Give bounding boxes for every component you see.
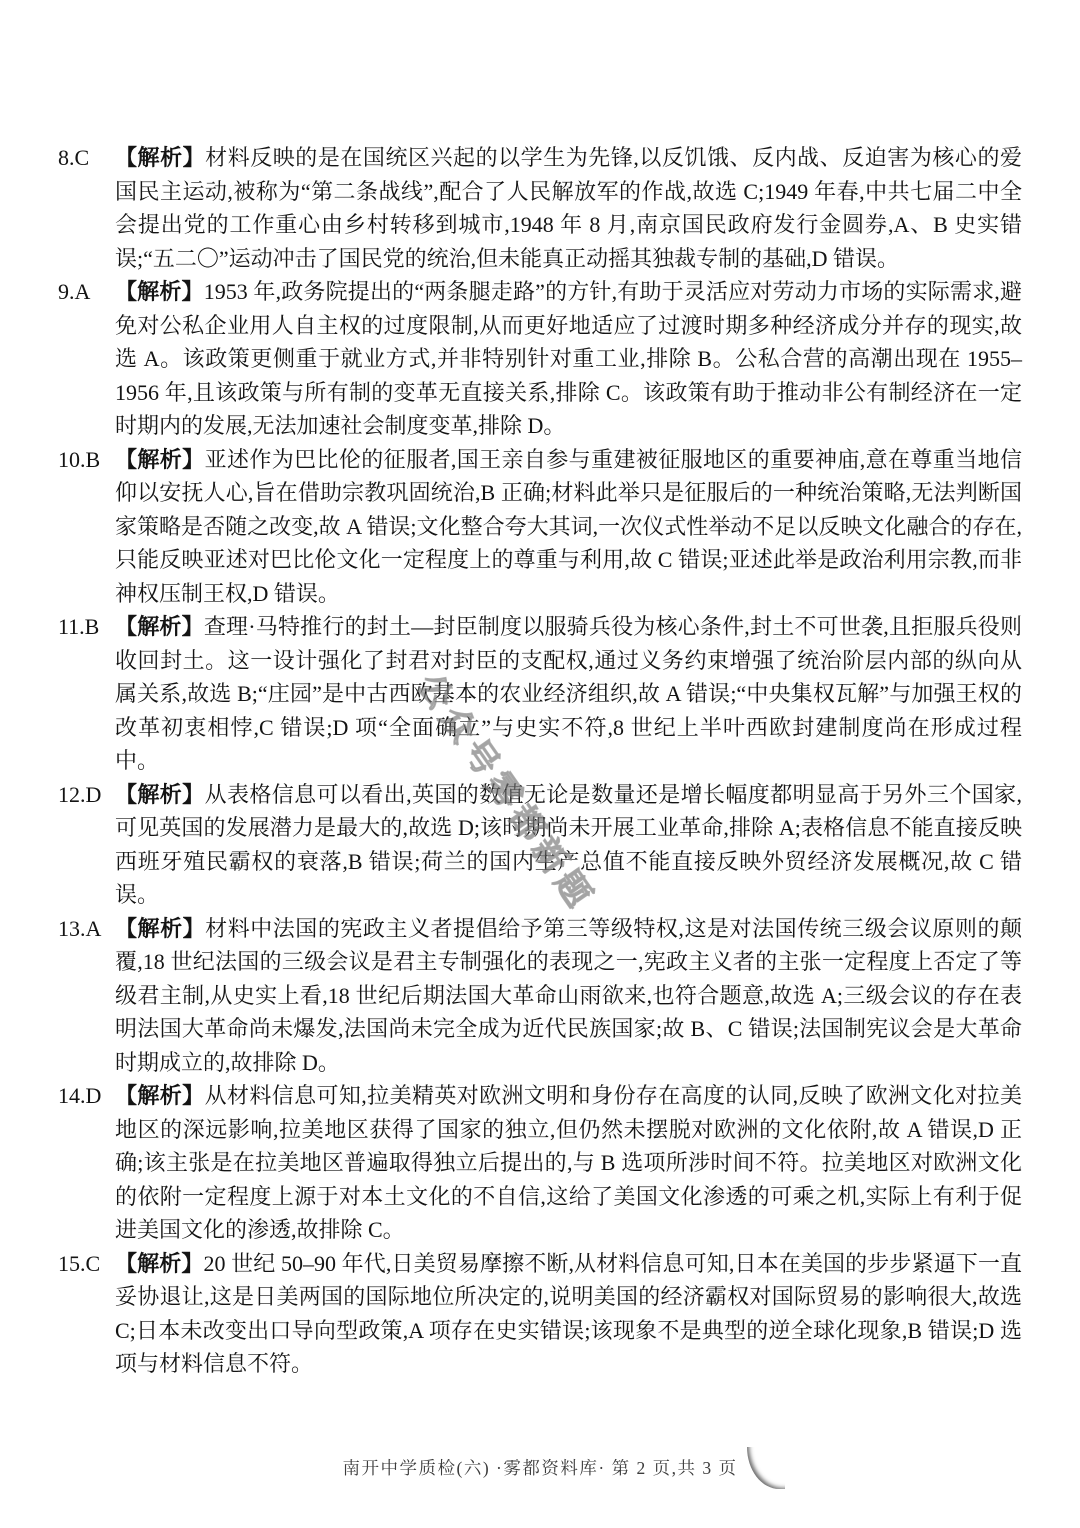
analysis-label: 【解析】 [115, 614, 204, 639]
answer-item [58, 1247, 1022, 1381]
analysis-label: 【解析】 [115, 279, 204, 304]
analysis-text: 材料中法国的宪政主义者提倡给予第三等级特权,这是对法国传统三级会议原则的颠覆,18 世纪法国的三级会议是君主专制强化的表现之一,宪政主义者的主张一定程度上否定了等级君主制,从史实上看,18 世纪后期法国大革命山雨欲来,也符合题意,故选 A;三级会议的存在表明法国大革命尚未爆发,法国尚未完全成为近代民族国家;故 B、C 错误;法国制宪议会是大革命时期成立的,故排除 D。 [115, 915, 1022, 1075]
analysis-text: 查理·马特推行的封土—封臣制度以服骑兵役为核心条件,封土不可世袭,且拒服兵役则收回封土。这一设计强化了封君对封臣的支配权,通过义务约束增强了统治阶层内部的纵向从属关系,故选 B;“庄园”是中古西欧基本的农业经济组织,故 A 错误;“中央集权瓦解”与加强王权的改革初衷相悖,C 错误;D 项“全面确立”与史实不符,8 世纪上半叶西欧封建制度尚在形成过程中。 [115, 614, 1022, 773]
answer-item [58, 443, 1022, 611]
answer-key-page [58, 141, 1022, 1381]
diagonal-watermark: 公众号雾都新题 [409, 667, 602, 919]
page-curl-decoration [747, 1447, 785, 1489]
analysis-text: 20 世纪 50–90 年代,日美贸易摩擦不断,从材料信息可知,日本在美国的步步紧逼下一直妥协退让,这是日美两国的国际地位所决定的,说明美国的经济霸权对国际贸易的影响很大,故选 C;日本未改变出口导向型政策,A 项存在史实错误;该现象不是典型的逆全球化现象,B 错误;D 选项与材料信息不符。 [115, 1250, 1022, 1376]
answer-number: 10.B [58, 446, 101, 472]
answer-number: 11.B [58, 614, 100, 639]
analysis-text: 从表格信息可以看出,英国的数值无论是数量还是增长幅度都明显高于另外三个国家,可见英国的发展潜力是最大的,故选 D;该时期尚未开展工业革命,排除 A;表格信息不能直接反映西班牙殖民霸权的衰落,B 错误;荷兰的国内生产总值不能直接反映外贸经济发展概况,故 C 错误。 [115, 781, 1022, 907]
analysis-label: 【解析】 [115, 915, 206, 941]
answer-item [58, 1079, 1022, 1247]
answer-number: 12.D [58, 781, 102, 807]
answer-item [58, 141, 1022, 275]
analysis-label: 【解析】 [115, 781, 205, 807]
answer-number: 9.A [58, 279, 91, 304]
analysis-text: 亚述作为巴比伦的征服者,国王亲自参与重建被征服地区的重要神庙,意在尊重当地信仰以安抚人心,旨在借助宗教巩固统治,B 正确;材料此举只是征服后的一种统治策略,无法判断国家策略是否随之改变,故 A 错误;文化整合夸大其词,一次仪式性举动不足以反映文化融合的存在,只能反映亚述对巴比伦文化一定程度上的尊重与利用,故 C 错误;亚述此举是政治利用宗教,而非神权压制王权,D 错误。 [115, 446, 1022, 606]
analysis-label: 【解析】 [115, 1083, 205, 1108]
analysis-label: 【解析】 [115, 446, 205, 472]
analysis-label: 【解析】 [115, 1250, 204, 1276]
analysis-label: 【解析】 [115, 145, 206, 170]
answer-item [58, 778, 1022, 912]
answer-item [58, 275, 1022, 443]
answer-number: 14.D [58, 1083, 102, 1108]
analysis-text: 1953 年,政务院提出的“两条腿走路”的方针,有助于灵活应对劳动力市场的实际需求,避免对公私企业用人自主权的过度限制,从而更好地适应了过渡时期多种经济成分并存的现实,故选 A。该政策更侧重于就业方式,并非特别针对重工业,排除 B。公私合营的高潮出现在 1955–1956 年,且该政策与所有制的变革无直接关系,排除 C。该政策有助于推动非公有制经济在一定时期内的发展,无法加速社会制度变革,排除 D。 [115, 279, 1022, 438]
answer-item [58, 610, 1022, 778]
analysis-text: 从材料信息可知,拉美精英对欧洲文明和身份存在高度的认同,反映了欧洲文化对拉美地区的深远影响,拉美地区获得了国家的独立,但仍然未摆脱对欧洲的文化依附,故 A 错误,D 正确;该主张是在拉美地区普遍取得独立后提出的,与 B 选项所涉时间不符。拉美地区对欧洲文化的依附一定程度上源于对本土文化的不自信,这给了美国文化渗透的可乘之机,实际上有利于促进美国文化的渗透,故排除 C。 [115, 1083, 1022, 1242]
answer-number: 13.A [58, 915, 102, 941]
analysis-text: 材料反映的是在国统区兴起的以学生为先锋,以反饥饿、反内战、反迫害为核心的爱国民主运动,被称为“第二条战线”,配合了人民解放军的作战,故选 C;1949 年春,中共七届二中全会提出党的工作重心由乡村转移到城市,1948 年 8 月,南京国民政府发行金圆券,A、B 史实错误;“五二〇”运动冲击了国民党的统治,但未能真正动摇其独裁专制的基础,D 错误。 [115, 145, 1022, 271]
answer-number: 8.C [58, 145, 90, 170]
answer-item [58, 912, 1022, 1080]
answer-number: 15.C [58, 1250, 101, 1276]
page-footer: 南开中学质检(六) ·雾都资料库· 第 2 页,共 3 页 [342, 1458, 738, 1478]
